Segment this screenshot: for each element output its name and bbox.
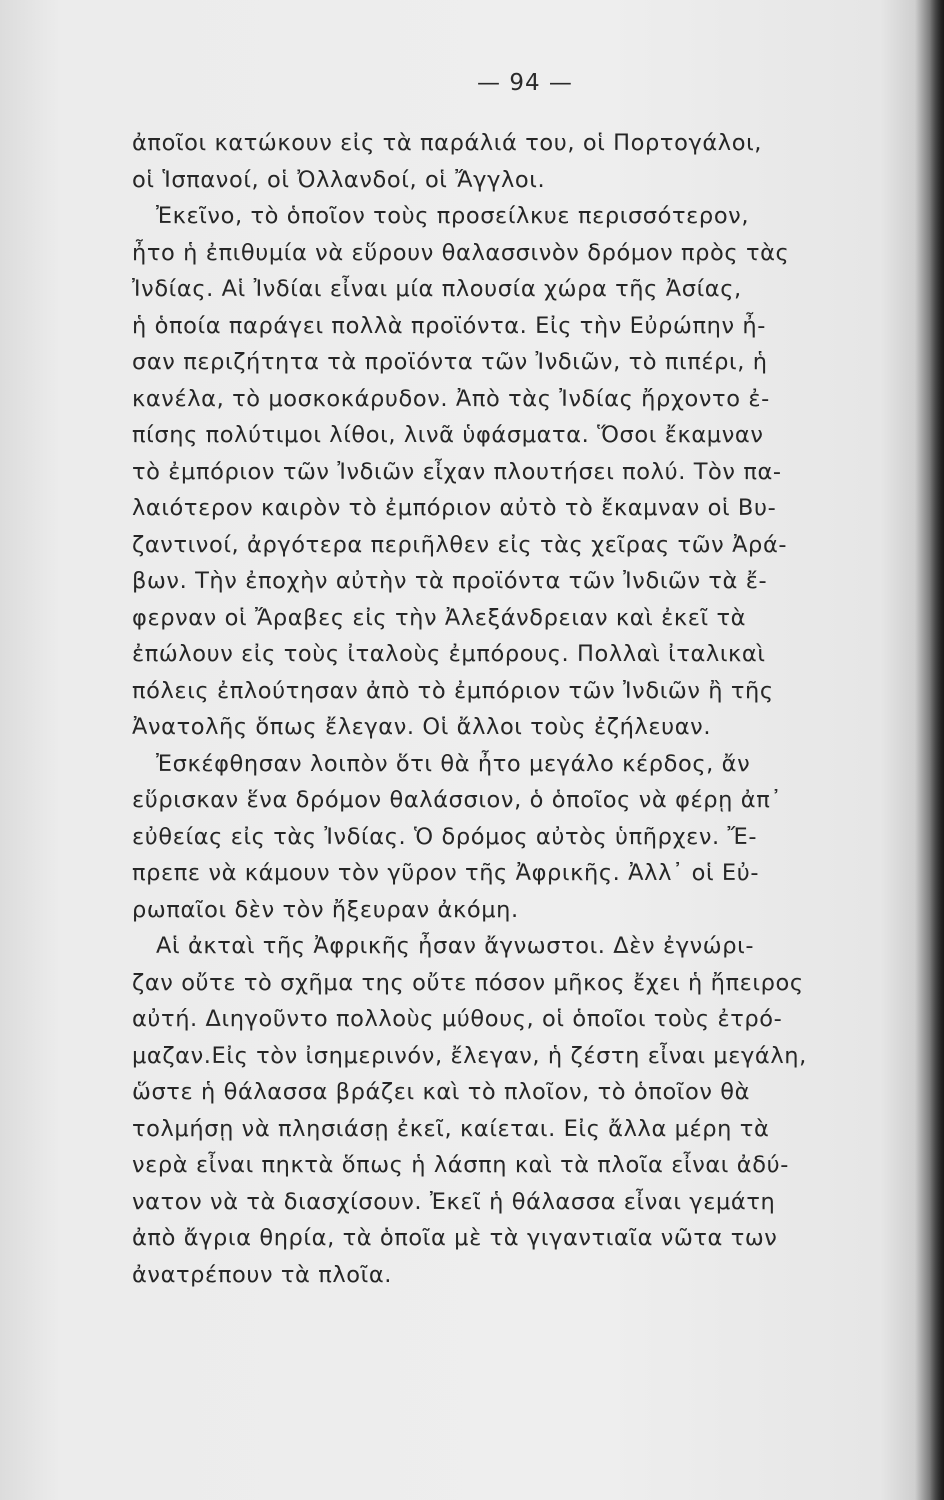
text-line: πόλεις ἐπλούτησαν ἀπὸ τὸ ἐμπόριον τῶν Ἰνδιῶν ἢ τῆς <box>132 677 774 704</box>
text-line: ἦτο ἡ ἐπιθυμία νὰ εὕρουν θαλασσινὸν δρόμον πρὸς τὰς <box>132 239 790 266</box>
page-number: — 94 — <box>477 70 573 96</box>
text-line: σαν περιζήτητα τὰ προϊόντα τῶν Ἰνδιῶν, τὸ πιπέρι, ἡ <box>132 349 768 375</box>
paragraph-start-line: Ἐκεῖνο, τὸ ὁποῖον τοὺς προσείλκυε περισσότερον, <box>156 203 750 229</box>
text-line: ὥστε ἡ θάλασσα βράζει καὶ τὸ πλοῖον, τὸ ὁποῖον θὰ <box>132 1079 751 1105</box>
text-line: μαζαν.Εἰς τὸν ἰσημερινόν, ἔλεγαν, ἡ ζέστη εἶναι μεγάλη, <box>132 1042 807 1069</box>
text-line: αὐτή. Διηγοῦντο πολλοὺς μύθους, οἱ ὁποῖοι τοὺς ἐτρό- <box>132 1006 783 1032</box>
text-line: ἀποῖοι κατώκουν εἰς τὰ παράλιά του, οἱ Πορτογάλοι, <box>132 130 763 156</box>
text-line: νατον νὰ τὰ διασχίσουν. Ἐκεῖ ἡ θάλασσα εἶναι γεμάτη <box>132 1188 776 1215</box>
text-line: εὕρισκαν ἕνα δρόμον θαλάσσιον, ὁ ὁποῖος νὰ φέρῃ ἀπ᾽ <box>132 787 783 813</box>
text-line: πίσης πολύτιμοι λίθοι, λινᾶ ὑφάσματα. Ὅσοι ἔκαμναν <box>132 422 764 448</box>
text-line: ἡ ὁποία παράγει πολλὰ προϊόντα. Εἰς τὴν Εὐρώπην ἦ- <box>132 312 766 339</box>
text-line: κανέλα, τὸ μοσκοκάρυδον. Ἀπὸ τὰς Ἰνδίας ἤρχοντο ἐ- <box>132 385 770 412</box>
text-line: ἐπώλουν εἰς τοὺς ἰταλοὺς ἐμπόρους. Πολλαὶ ἰταλικαὶ <box>132 641 766 667</box>
text-line: νερὰ εἶναι πηκτὰ ὅπως ἡ λάσπη καὶ τὰ πλοῖα εἶναι ἀδύ- <box>132 1152 789 1178</box>
text-line: τολμήσῃ νὰ πλησιάσῃ ἐκεῖ, καίεται. Εἰς ἄλλα μέρη τὰ <box>132 1115 770 1142</box>
text-line: ζαν οὔτε τὸ σχῆμα της οὔτε πόσον μῆκος ἔχει ἡ ἤπειρος <box>132 969 804 996</box>
text-line: Ἀνατολῆς ὅπως ἔλεγαν. Οἱ ἄλλοι τοὺς ἐζήλευαν. <box>132 714 712 740</box>
paragraph-start-line: Αἱ ἀκταὶ τῆς Ἀφρικῆς ἦσαν ἄγνωστοι. Δὲν ἐγνώρι- <box>156 933 755 959</box>
text-line: πρεπε νὰ κάμουν τὸν γῦρον τῆς Ἀφρικῆς. Ἀλλ᾽ οἱ Εὐ- <box>132 860 760 886</box>
text-line: εὐθείας εἰς τὰς Ἰνδίας. Ὁ δρόμος αὐτὸς ὑπῆρχεν. Ἔ- <box>132 823 758 850</box>
text-line: τὸ ἐμπόριον τῶν Ἰνδιῶν εἶχαν πλουτήσει πολύ. Τὸν πα- <box>132 458 782 485</box>
text-line: οἱ Ἱσπανοί, οἱ Ὀλλανδοί, οἱ Ἄγγλοι. <box>132 166 546 193</box>
text-line: ζαντινοί, ἀργότερα περιῆλθεν εἰς τὰς χεῖρας τῶν Ἀρά- <box>132 531 788 558</box>
text-line: ἀνατρέπουν τὰ πλοῖα. <box>132 1261 393 1288</box>
paragraph-start-line: Ἐσκέφθησαν λοιπὸν ὅτι θὰ ἦτο μεγάλο κέρδος, ἄν <box>156 750 751 777</box>
text-line: φερναν οἱ Ἄραβες εἰς τὴν Ἀλεξάνδρειαν καὶ ἐκεῖ τὰ <box>132 604 747 631</box>
text-line: βων. Τὴν ἐποχὴν αὐτὴν τὰ προϊόντα τῶν Ἰνδιῶν τὰ ἔ- <box>132 568 768 594</box>
text-line: ἀπὸ ἄγρια θηρία, τὰ ὁποῖα μὲ τὰ γιγαντιαῖα νῶτα των <box>132 1225 778 1251</box>
text-line: Ἰνδίας. Αἱ Ἰνδίαι εἶναι μία πλουσία χώρα τῆς Ἀσίας, <box>132 276 742 302</box>
text-line: λαιότερον καιρὸν τὸ ἐμπόριον αὐτὸ τὸ ἔκαμναν οἱ Βυ- <box>132 495 777 521</box>
body-text <box>120 125 900 1293</box>
text-line: ρωπαῖοι δὲν τὸν ἤξευραν ἀκόμη. <box>132 896 519 923</box>
book-spine-shadow <box>930 0 944 1500</box>
